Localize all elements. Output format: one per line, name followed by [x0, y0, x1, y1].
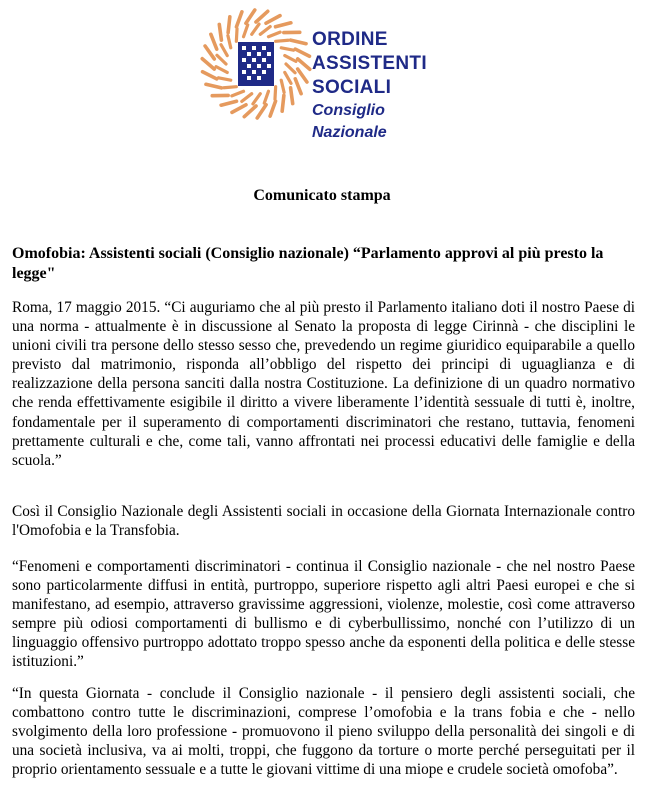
logo-ray: [291, 88, 293, 104]
body-paragraph-4: “In questa Giornata - conclude il Consiglio nazionale - il pensiero degli assistenti sociali, che combattono contro tutte le discriminazioni, comprese l’omofobia e la trans fobia e che - nello svolgimento della loro professione - promuovono il pieno sviluppo della personalità dei singoli e di una società inclusiva, va ai molti, troppi, che fuggono da torture o morte perché perseguitati per il proprio orientamento sessuale e a tutte le giovani vittime di una miope e crudele società omofoba”.: [12, 685, 635, 779]
logo-ray: [218, 78, 230, 80]
logo-ray: [252, 24, 259, 34]
logo-line-1: ORDINE: [312, 29, 388, 50]
logo-ray: [244, 25, 248, 37]
logo-ray: [270, 101, 275, 116]
logo-ray: [244, 106, 256, 117]
logo-ray: [228, 36, 231, 48]
body-paragraph-2: Così il Consiglio Nazionale degli Assistenti sociali in occasione della Giornata Internazionale contro l'Omofobia e la Transfobia.: [12, 503, 635, 540]
logo-ray: [242, 94, 252, 102]
document-heading: Comunicato stampa: [253, 187, 391, 204]
logo-ray: [276, 40, 289, 41]
logo-ray: [216, 67, 227, 73]
logo-ray: [257, 105, 266, 118]
logo-ray: [282, 95, 284, 111]
logo-ray: [253, 94, 260, 104]
logo-ray: [295, 49, 309, 56]
logo-ray: [203, 72, 217, 79]
logo-ray: [221, 45, 227, 56]
organization-logo: [200, 8, 460, 141]
logo-ray: [275, 87, 276, 100]
logo-ray: [264, 91, 268, 103]
logo-ray: [286, 64, 295, 73]
logo-ray: [266, 16, 280, 24]
logo-ray: [260, 27, 270, 35]
logo-ray: [232, 105, 246, 113]
logo-line-3: SOCIALI: [312, 77, 392, 98]
logo-ray: [202, 59, 214, 69]
logo-ray: [224, 87, 237, 88]
logo-ray: [298, 59, 310, 69]
logo-ray: [206, 84, 222, 88]
logo-ray: [232, 91, 244, 96]
logo-ray: [295, 79, 301, 94]
logo-ray: [221, 101, 236, 105]
body-paragraph-3: “Fenomeni e comportamenti discriminatori - continua il Consiglio nazionale - che nel nostro Paese sono particolarmente diffusi in entità, purtroppo, superiore rispetto agli altri Paesi europei e che si manifestano, ad esempio, attraverso gravissime aggressioni, violenze, molestie, così come attraverso sempre più odiosi comportamenti di bullismo e di cyberbullissimo, nonché con l’utilizzo di un linguaggio offensivo purtroppo adottato troppo spesso anche da esponenti della politica e delle stesse istituzioni.”: [12, 558, 635, 671]
logo-ray: [236, 12, 241, 27]
logo-ray: [219, 24, 221, 40]
logo-ray: [211, 34, 217, 49]
logo-ray: [236, 29, 237, 42]
logo-ray: [285, 56, 296, 62]
sunburst-logo-icon: [200, 8, 312, 120]
logo-ray: [228, 17, 230, 33]
logo-line-2: ASSISTENTI: [312, 53, 427, 74]
logo-ray: [205, 46, 214, 59]
logo-ray: [256, 11, 268, 22]
logo-ray: [246, 10, 255, 23]
press-release-title: Omofobia: Assistenti sociali (Consiglio nazionale) “Parlamento approvi al più presto la legge": [12, 245, 604, 282]
logo-ray: [298, 69, 307, 82]
logo-ray: [217, 55, 226, 64]
logo-ray: [281, 80, 284, 92]
logo-ray: [291, 40, 307, 44]
logo-ray: [285, 72, 291, 83]
body-paragraph-1: Roma, 17 maggio 2015. “Ci auguriamo che al più presto il Parlamento italiano doti il nostro Paese di una norma - attualmente è in discussione al Senato la proposta di legge Cirinnà - che disciplini le unioni civili tra persone dello stesso sesso che, prevedendo un regime giuridico equiparabile a quello previsto dal matrimonio, risponda all’obbligo del rispetto dei principi di uguaglianza e di realizzazione della persona sanciti dalla nostra Costituzione. La definizione di un quadro normativo che renda effettivamente esigibile il diritto a vivere liberamente l’identità sessuale di tutti è, inoltre, fondamentale per il superamento di comportamenti discriminatori che restano, tuttavia, fenomeni prettamente culturali e che, come tali, vanno affrontati nei processi educativi delle famiglie e della scuola.”: [12, 299, 635, 469]
logo-ray: [268, 32, 280, 37]
logo-subtitle: Consiglio Nazionale: [312, 102, 387, 141]
logo-ray: [275, 23, 290, 27]
logo-wordmark: [312, 28, 460, 144]
logo-ray: [281, 48, 293, 50]
